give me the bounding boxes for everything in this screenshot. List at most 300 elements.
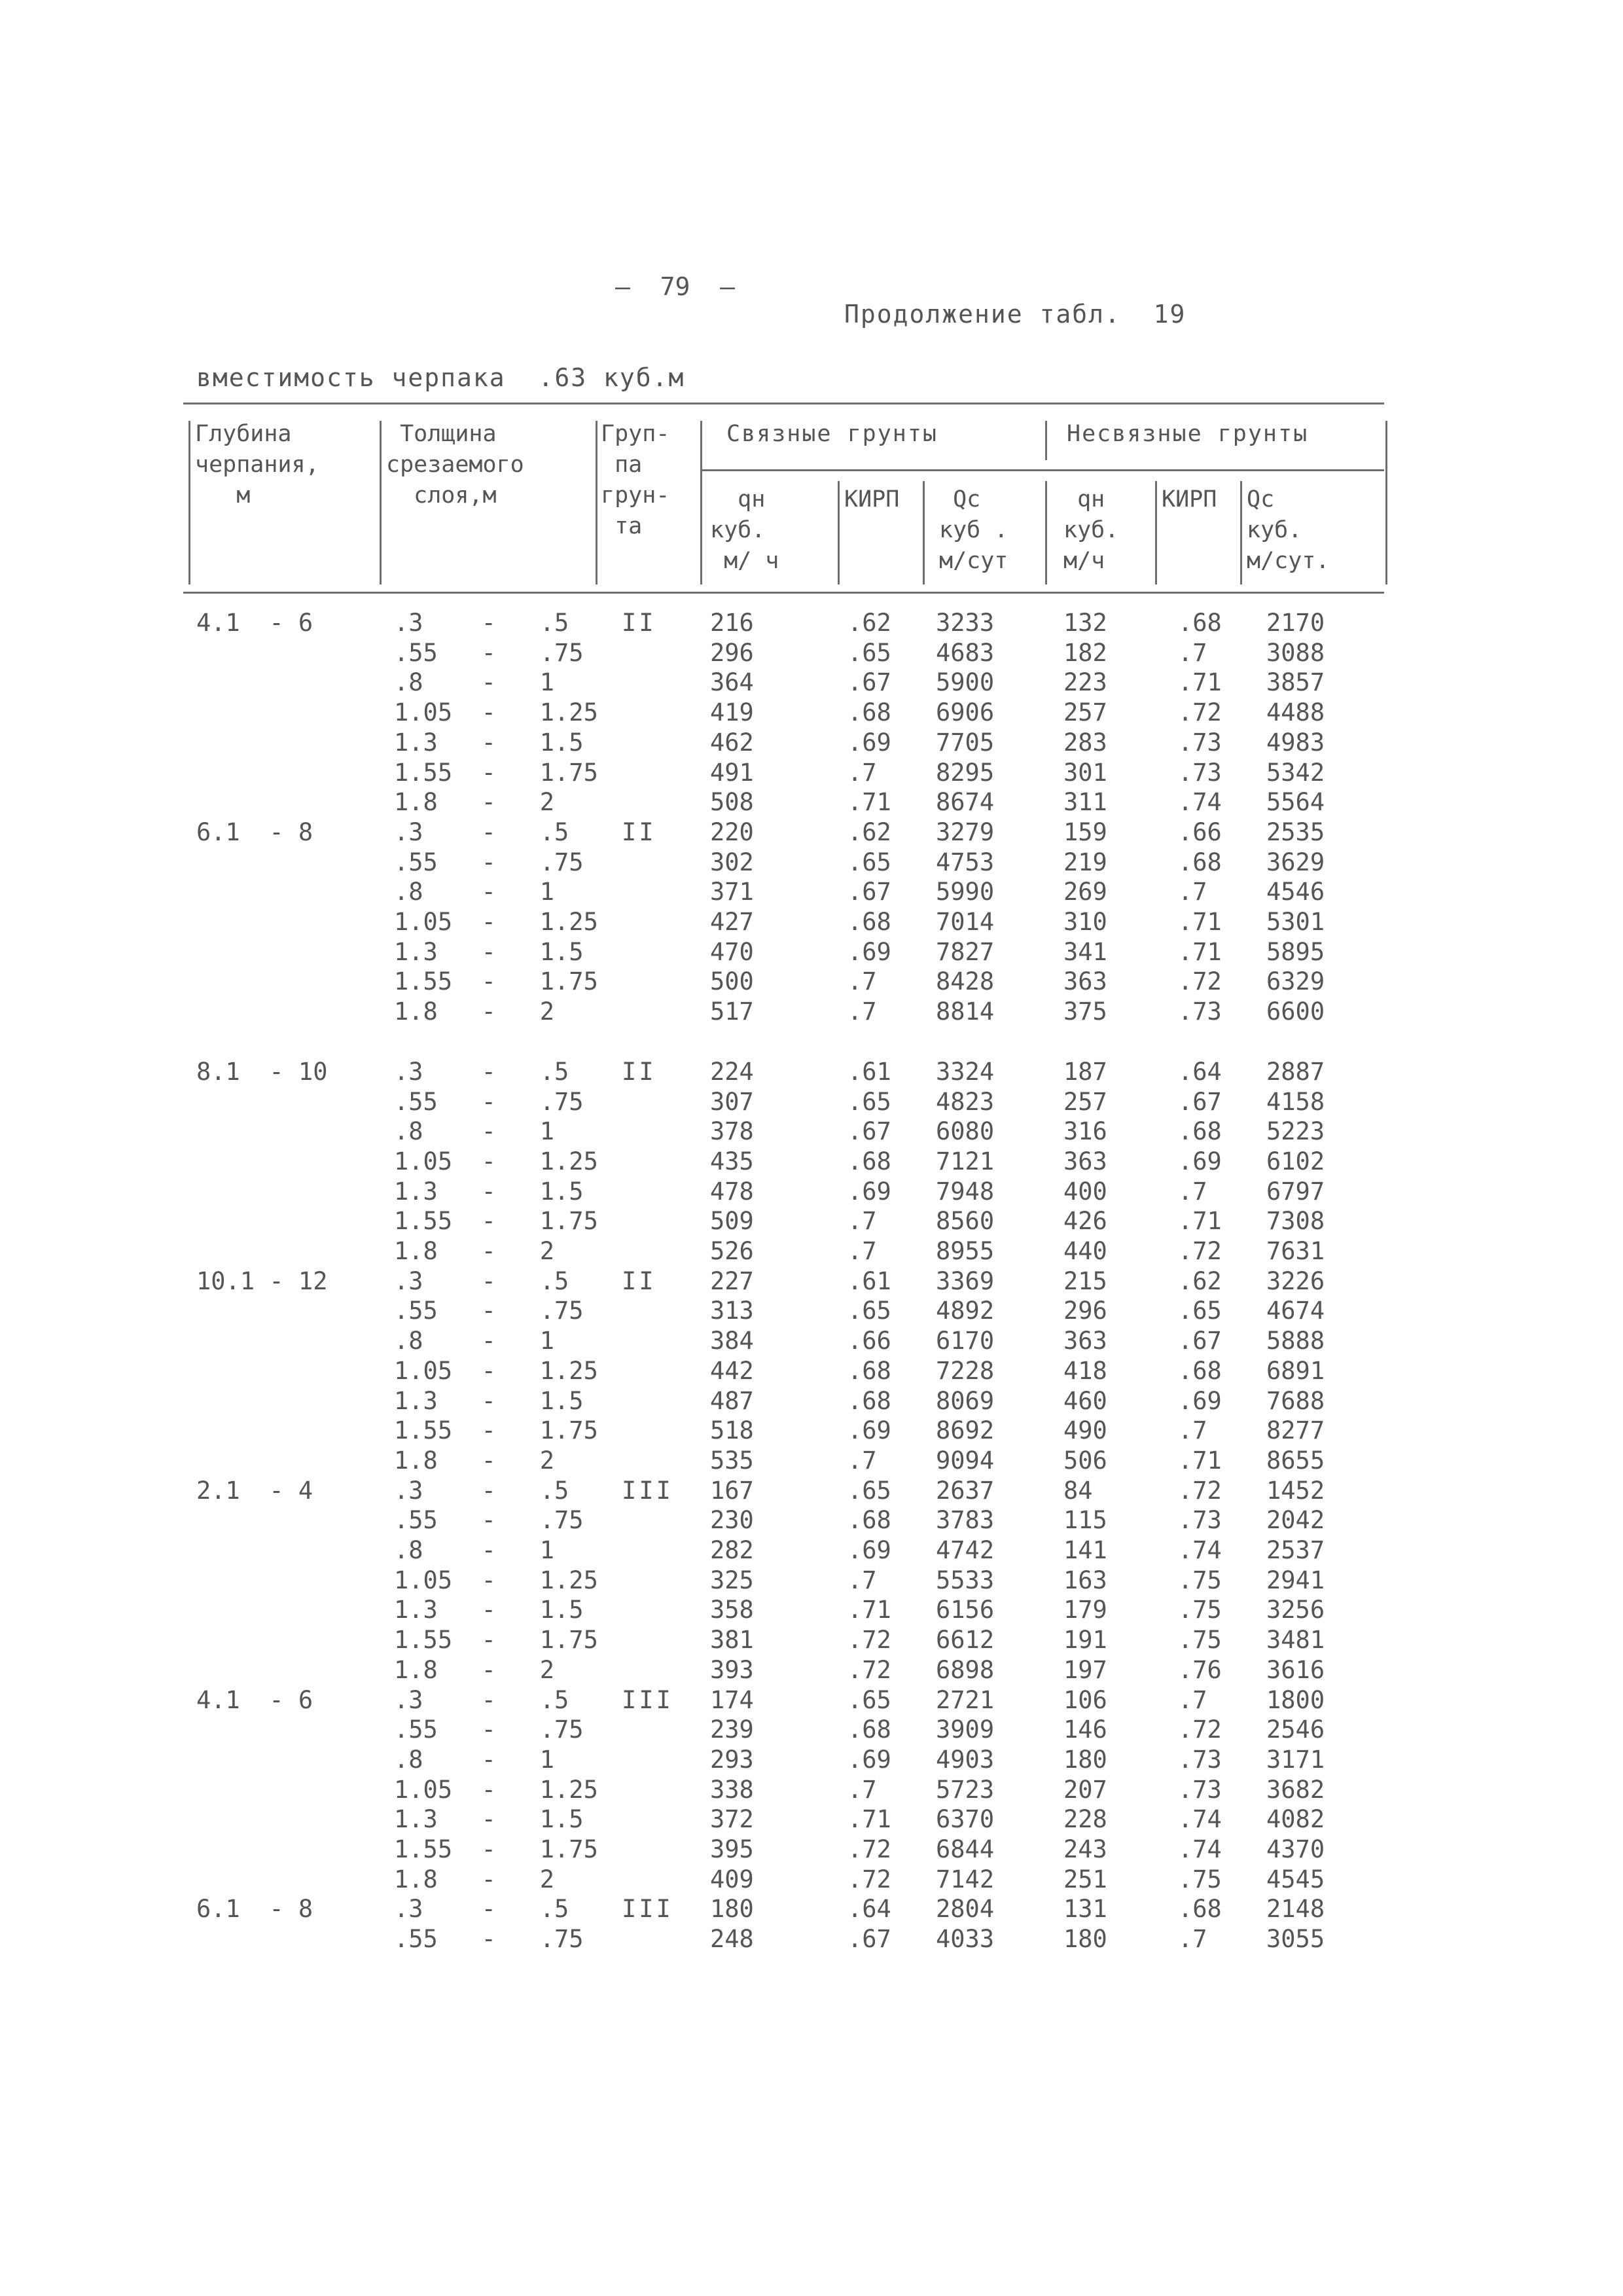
qn-noncohesive-cell: 182: [1063, 638, 1107, 667]
qn-cohesive-cell: 325: [710, 1566, 754, 1594]
kirp-noncohesive-cell: .74: [1178, 788, 1222, 817]
qn-noncohesive-cell: 301: [1063, 758, 1107, 787]
qn-cohesive-cell: 518: [710, 1416, 754, 1445]
qc-cohesive-cell: 4903: [936, 1745, 995, 1774]
qc-noncohesive-cell: 3481: [1266, 1626, 1325, 1655]
table-row: [0, 818, 1623, 848]
thickness-cell: 1.55 - 1.75: [394, 1207, 598, 1236]
thickness-cell: 1.8 - 2: [394, 788, 555, 817]
table-row: [0, 1416, 1623, 1446]
qc-cohesive-cell: 6844: [936, 1835, 995, 1863]
qc-cohesive-cell: 6898: [936, 1655, 995, 1684]
soil-group-cell: II: [622, 609, 656, 637]
table-row: [0, 1477, 1623, 1507]
kirp-noncohesive-cell: .69: [1178, 1386, 1222, 1415]
qn-cohesive-cell: 296: [710, 638, 754, 667]
qc-noncohesive-cell: 6891: [1266, 1356, 1325, 1385]
qn-cohesive-cell: 384: [710, 1327, 754, 1355]
kirp-noncohesive-cell: .69: [1178, 1147, 1222, 1175]
kirp-noncohesive-cell: .72: [1178, 1237, 1222, 1265]
thickness-cell: .55 - .75: [394, 848, 584, 876]
qn-cohesive-cell: 180: [710, 1895, 754, 1924]
qc-noncohesive-cell: 2535: [1266, 817, 1325, 846]
qn-noncohesive-cell: 506: [1063, 1446, 1107, 1475]
qc-noncohesive-cell: 5342: [1266, 758, 1325, 787]
kirp-noncohesive-cell: .71: [1178, 908, 1222, 936]
qc-noncohesive-cell: 2887: [1266, 1057, 1325, 1086]
qn-noncohesive-cell: 187: [1063, 1057, 1107, 1086]
table-row: [0, 639, 1623, 669]
table-row: [0, 1746, 1623, 1776]
soil-group-cell: II: [622, 1266, 656, 1295]
table-row: [0, 1387, 1623, 1417]
table-row: [0, 967, 1623, 997]
qn-cohesive-cell: 224: [710, 1057, 754, 1086]
qn-noncohesive-cell: 257: [1063, 1087, 1107, 1116]
depth-cell: 4.1 - 6: [196, 609, 313, 637]
table-continuation-label: Продолжение табл. 19: [844, 300, 1186, 329]
depth-cell: 6.1 - 8: [196, 1895, 313, 1924]
qc-noncohesive-cell: 2537: [1266, 1536, 1325, 1564]
kirp-cohesive-cell: .68: [847, 1147, 891, 1175]
qn-noncohesive-cell: 163: [1063, 1566, 1107, 1594]
qn-noncohesive-cell: 219: [1063, 848, 1107, 876]
qn-cohesive-cell: 282: [710, 1536, 754, 1564]
qc-cohesive-cell: 7228: [936, 1356, 995, 1385]
qc-noncohesive-cell: 4983: [1266, 728, 1325, 757]
qn-cohesive-cell: 470: [710, 937, 754, 966]
qc-noncohesive-cell: 7688: [1266, 1386, 1325, 1415]
qc-cohesive-cell: 7827: [936, 937, 995, 966]
qn-noncohesive-cell: 363: [1063, 1147, 1107, 1175]
thickness-cell: .3 - .5: [394, 817, 569, 846]
qn-noncohesive-cell: 180: [1063, 1925, 1107, 1954]
header-divider: [838, 481, 840, 584]
table-row: [0, 997, 1623, 1028]
thickness-cell: 1.55 - 1.75: [394, 758, 598, 787]
qc-cohesive-cell: 8428: [936, 967, 995, 996]
kirp-noncohesive-cell: .7: [1178, 1177, 1207, 1206]
kirp-noncohesive-cell: .72: [1178, 967, 1222, 996]
qn-cohesive-cell: 167: [710, 1476, 754, 1505]
qn-cohesive-cell: 364: [710, 668, 754, 697]
kirp-noncohesive-cell: .73: [1178, 1506, 1222, 1535]
qc-cohesive-cell: 3369: [936, 1266, 995, 1295]
qc-cohesive-cell: 7948: [936, 1177, 995, 1206]
qn-cohesive-cell: 535: [710, 1446, 754, 1475]
thickness-cell: .55 - .75: [394, 638, 584, 667]
qc-cohesive-cell: 8692: [936, 1416, 995, 1445]
table-row: [0, 1058, 1623, 1088]
thickness-cell: .3 - .5: [394, 1266, 569, 1295]
header-cohesive-soils: Связные грунты: [726, 421, 938, 447]
table-row: [0, 1715, 1623, 1746]
qc-noncohesive-cell: 5888: [1266, 1327, 1325, 1355]
qc-noncohesive-cell: 1800: [1266, 1685, 1325, 1714]
thickness-cell: 1.3 - 1.5: [394, 728, 584, 757]
header-soil-group: Груп- па грун- та: [601, 421, 670, 539]
qn-cohesive-cell: 517: [710, 997, 754, 1026]
qn-noncohesive-cell: 243: [1063, 1835, 1107, 1863]
qc-noncohesive-cell: 2546: [1266, 1715, 1325, 1744]
qn-noncohesive-cell: 316: [1063, 1117, 1107, 1146]
qn-cohesive-cell: 248: [710, 1925, 754, 1954]
thickness-cell: 1.3 - 1.5: [394, 1386, 584, 1415]
kirp-cohesive-cell: .68: [847, 1386, 891, 1415]
qn-cohesive-cell: 227: [710, 1266, 754, 1295]
kirp-cohesive-cell: .68: [847, 1715, 891, 1744]
kirp-noncohesive-cell: .73: [1178, 728, 1222, 757]
table-row: [0, 1686, 1623, 1716]
kirp-cohesive-cell: .61: [847, 1057, 891, 1086]
kirp-cohesive-cell: .7: [847, 1566, 877, 1594]
header-subgroup-rule: [700, 469, 1384, 471]
qn-noncohesive-cell: 141: [1063, 1536, 1107, 1564]
table-row: [0, 1237, 1623, 1267]
qn-noncohesive-cell: 180: [1063, 1745, 1107, 1774]
kirp-noncohesive-cell: .65: [1178, 1297, 1222, 1325]
thickness-cell: .8 - 1: [394, 1327, 555, 1355]
qn-noncohesive-cell: 207: [1063, 1775, 1107, 1804]
header-divider: [380, 421, 382, 584]
qn-noncohesive-cell: 460: [1063, 1386, 1107, 1415]
table-row: [0, 1596, 1623, 1626]
qn-noncohesive-cell: 490: [1063, 1416, 1107, 1445]
kirp-cohesive-cell: .7: [847, 997, 877, 1026]
table-row: [0, 1506, 1623, 1536]
qc-noncohesive-cell: 2148: [1266, 1895, 1325, 1924]
qc-cohesive-cell: 7142: [936, 1865, 995, 1893]
qn-cohesive-cell: 462: [710, 728, 754, 757]
thickness-cell: 1.05 - 1.25: [394, 698, 598, 727]
qn-noncohesive-cell: 228: [1063, 1805, 1107, 1834]
soil-group-cell: II: [622, 817, 656, 846]
qn-noncohesive-cell: 363: [1063, 1327, 1107, 1355]
kirp-noncohesive-cell: .72: [1178, 698, 1222, 727]
thickness-cell: .55 - .75: [394, 1297, 584, 1325]
qn-cohesive-cell: 378: [710, 1117, 754, 1146]
depth-cell: 6.1 - 8: [196, 817, 313, 846]
table-row: [0, 1566, 1623, 1596]
header-divider: [1045, 481, 1047, 584]
kirp-noncohesive-cell: .7: [1178, 878, 1207, 906]
header-noncohesive-soils: Несвязные грунты: [1067, 421, 1309, 447]
qn-noncohesive-cell: 310: [1063, 908, 1107, 936]
qc-noncohesive-cell: 2170: [1266, 609, 1325, 637]
qn-noncohesive-cell: 215: [1063, 1266, 1107, 1295]
thickness-cell: .8 - 1: [394, 1536, 555, 1564]
qn-noncohesive-cell: 296: [1063, 1297, 1107, 1325]
thickness-cell: 1.3 - 1.5: [394, 1177, 584, 1206]
qn-noncohesive-cell: 146: [1063, 1715, 1107, 1744]
qn-cohesive-cell: 393: [710, 1655, 754, 1684]
table-row: [0, 1835, 1623, 1865]
qn-cohesive-cell: 395: [710, 1835, 754, 1863]
header-divider: [923, 481, 925, 584]
kirp-cohesive-cell: .69: [847, 1745, 891, 1774]
thickness-cell: 1.05 - 1.25: [394, 1147, 598, 1175]
qc-cohesive-cell: 4753: [936, 848, 995, 876]
header-qc-cohesive: Qс куб . м/сут: [939, 486, 1008, 574]
table-row: [0, 1327, 1623, 1357]
kirp-noncohesive-cell: .67: [1178, 1327, 1222, 1355]
qc-noncohesive-cell: 6600: [1266, 997, 1325, 1026]
soil-group-cell: III: [622, 1476, 673, 1505]
kirp-cohesive-cell: .62: [847, 609, 891, 637]
kirp-cohesive-cell: .68: [847, 908, 891, 936]
soil-group-cell: II: [622, 1057, 656, 1086]
kirp-cohesive-cell: .72: [847, 1626, 891, 1655]
table-row: [0, 908, 1623, 938]
qn-noncohesive-cell: 197: [1063, 1655, 1107, 1684]
qn-cohesive-cell: 220: [710, 817, 754, 846]
thickness-cell: .55 - .75: [394, 1715, 584, 1744]
header-divider: [596, 421, 597, 584]
kirp-noncohesive-cell: .75: [1178, 1626, 1222, 1655]
thickness-cell: .3 - .5: [394, 1057, 569, 1086]
qn-noncohesive-cell: 84: [1063, 1476, 1093, 1505]
qn-cohesive-cell: 338: [710, 1775, 754, 1804]
thickness-cell: 1.55 - 1.75: [394, 1416, 598, 1445]
qc-cohesive-cell: 7014: [936, 908, 995, 936]
table-row: [0, 878, 1623, 908]
qc-noncohesive-cell: 4546: [1266, 878, 1325, 906]
qc-cohesive-cell: 8814: [936, 997, 995, 1026]
kirp-noncohesive-cell: .68: [1178, 1895, 1222, 1924]
qc-cohesive-cell: 6612: [936, 1626, 995, 1655]
qn-cohesive-cell: 307: [710, 1087, 754, 1116]
kirp-cohesive-cell: .7: [847, 1775, 877, 1804]
thickness-cell: 1.8 - 2: [394, 1446, 555, 1475]
kirp-cohesive-cell: .71: [847, 788, 891, 817]
qc-cohesive-cell: 6170: [936, 1327, 995, 1355]
qc-noncohesive-cell: 7631: [1266, 1237, 1325, 1265]
qc-cohesive-cell: 7121: [936, 1147, 995, 1175]
kirp-cohesive-cell: .61: [847, 1266, 891, 1295]
thickness-cell: 1.8 - 2: [394, 1655, 555, 1684]
qc-noncohesive-cell: 6797: [1266, 1177, 1325, 1206]
table-row: [0, 1357, 1623, 1387]
qc-noncohesive-cell: 5564: [1266, 788, 1325, 817]
qn-cohesive-cell: 230: [710, 1506, 754, 1535]
qn-noncohesive-cell: 311: [1063, 788, 1107, 817]
header-top-rule: [183, 403, 1384, 404]
depth-cell: 4.1 - 6: [196, 1685, 313, 1714]
header-divider: [700, 421, 702, 584]
qn-cohesive-cell: 409: [710, 1865, 754, 1893]
qc-noncohesive-cell: 3256: [1266, 1596, 1325, 1624]
qc-cohesive-cell: 5900: [936, 668, 995, 697]
table-header: [183, 403, 1384, 596]
soil-group-cell: III: [622, 1895, 673, 1924]
kirp-noncohesive-cell: .64: [1178, 1057, 1222, 1086]
thickness-cell: .3 - .5: [394, 609, 569, 637]
table-row: [0, 1626, 1623, 1656]
header-divider: [1045, 421, 1047, 460]
thickness-cell: .8 - 1: [394, 1745, 555, 1774]
kirp-cohesive-cell: .65: [847, 848, 891, 876]
qc-cohesive-cell: 8674: [936, 788, 995, 817]
qc-noncohesive-cell: 4082: [1266, 1805, 1325, 1834]
qc-noncohesive-cell: 3171: [1266, 1745, 1325, 1774]
kirp-noncohesive-cell: .75: [1178, 1596, 1222, 1624]
qc-noncohesive-cell: 4158: [1266, 1087, 1325, 1116]
qc-cohesive-cell: 6906: [936, 698, 995, 727]
kirp-noncohesive-cell: .73: [1178, 1775, 1222, 1804]
thickness-cell: 1.8 - 2: [394, 1237, 555, 1265]
qc-cohesive-cell: 2637: [936, 1476, 995, 1505]
thickness-cell: 1.55 - 1.75: [394, 1626, 598, 1655]
qc-noncohesive-cell: 5895: [1266, 937, 1325, 966]
thickness-cell: .3 - .5: [394, 1476, 569, 1505]
table-row: [0, 1656, 1623, 1686]
qn-noncohesive-cell: 341: [1063, 937, 1107, 966]
qc-cohesive-cell: 3909: [936, 1715, 995, 1744]
qc-cohesive-cell: 8069: [936, 1386, 995, 1415]
qc-cohesive-cell: 4823: [936, 1087, 995, 1116]
kirp-noncohesive-cell: .74: [1178, 1835, 1222, 1863]
depth-cell: 8.1 - 10: [196, 1057, 328, 1086]
depth-cell: 10.1 - 12: [196, 1266, 328, 1295]
qn-cohesive-cell: 174: [710, 1685, 754, 1714]
table-row: [0, 1536, 1623, 1566]
kirp-cohesive-cell: .69: [847, 937, 891, 966]
qn-noncohesive-cell: 418: [1063, 1356, 1107, 1385]
thickness-cell: 1.8 - 2: [394, 1865, 555, 1893]
qc-cohesive-cell: 3783: [936, 1506, 995, 1535]
qc-cohesive-cell: 8295: [936, 758, 995, 787]
qn-noncohesive-cell: 223: [1063, 668, 1107, 697]
qn-cohesive-cell: 491: [710, 758, 754, 787]
kirp-cohesive-cell: .67: [847, 1117, 891, 1146]
thickness-cell: 1.05 - 1.25: [394, 1775, 598, 1804]
qn-noncohesive-cell: 283: [1063, 728, 1107, 757]
kirp-cohesive-cell: .62: [847, 817, 891, 846]
kirp-noncohesive-cell: .73: [1178, 758, 1222, 787]
thickness-cell: .8 - 1: [394, 878, 555, 906]
kirp-cohesive-cell: .67: [847, 878, 891, 906]
qc-cohesive-cell: 2721: [936, 1685, 995, 1714]
qc-cohesive-cell: 6080: [936, 1117, 995, 1146]
thickness-cell: 1.55 - 1.75: [394, 967, 598, 996]
qc-noncohesive-cell: 4370: [1266, 1835, 1325, 1863]
kirp-noncohesive-cell: .7: [1178, 1925, 1207, 1954]
header-qc-noncohesive: Qс куб. м/сут.: [1247, 486, 1330, 574]
table-row: [0, 848, 1623, 878]
table-row: [0, 1805, 1623, 1835]
kirp-cohesive-cell: .65: [847, 638, 891, 667]
table-row: [0, 759, 1623, 789]
kirp-noncohesive-cell: .73: [1178, 1745, 1222, 1774]
qn-cohesive-cell: 526: [710, 1237, 754, 1265]
qc-cohesive-cell: 8955: [936, 1237, 995, 1265]
thickness-cell: .3 - .5: [394, 1685, 569, 1714]
qc-noncohesive-cell: 4674: [1266, 1297, 1325, 1325]
qc-noncohesive-cell: 1452: [1266, 1476, 1325, 1505]
qc-cohesive-cell: 3233: [936, 609, 995, 637]
qn-cohesive-cell: 427: [710, 908, 754, 936]
table-row: [0, 1865, 1623, 1895]
header-divider: [188, 421, 190, 584]
qn-noncohesive-cell: 375: [1063, 997, 1107, 1026]
table-row: [0, 728, 1623, 759]
qn-cohesive-cell: 371: [710, 878, 754, 906]
qn-noncohesive-cell: 159: [1063, 817, 1107, 846]
kirp-cohesive-cell: .67: [847, 668, 891, 697]
kirp-cohesive-cell: .67: [847, 1925, 891, 1954]
qn-cohesive-cell: 509: [710, 1207, 754, 1236]
qn-noncohesive-cell: 106: [1063, 1685, 1107, 1714]
kirp-cohesive-cell: .72: [847, 1865, 891, 1893]
table-row: [0, 698, 1623, 728]
kirp-cohesive-cell: .72: [847, 1835, 891, 1863]
table-row: [0, 788, 1623, 818]
kirp-noncohesive-cell: .71: [1178, 1207, 1222, 1236]
header-kirp-cohesive: КИРП: [844, 486, 900, 512]
thickness-cell: 1.05 - 1.25: [394, 908, 598, 936]
thickness-cell: 1.3 - 1.5: [394, 1596, 584, 1624]
table-row: [0, 609, 1623, 639]
thickness-cell: 1.05 - 1.25: [394, 1356, 598, 1385]
qc-noncohesive-cell: 3629: [1266, 848, 1325, 876]
qc-cohesive-cell: 5723: [936, 1775, 995, 1804]
qc-noncohesive-cell: 3226: [1266, 1266, 1325, 1295]
qc-noncohesive-cell: 6102: [1266, 1147, 1325, 1175]
qn-cohesive-cell: 478: [710, 1177, 754, 1206]
kirp-noncohesive-cell: .71: [1178, 668, 1222, 697]
kirp-noncohesive-cell: .71: [1178, 1446, 1222, 1475]
header-bottom-rule: [183, 592, 1384, 594]
qn-noncohesive-cell: 269: [1063, 878, 1107, 906]
header-divider: [1385, 421, 1387, 584]
thickness-cell: 1.05 - 1.25: [394, 1566, 598, 1594]
qc-noncohesive-cell: 3055: [1266, 1925, 1325, 1954]
qn-cohesive-cell: 442: [710, 1356, 754, 1385]
kirp-cohesive-cell: .72: [847, 1655, 891, 1684]
qc-cohesive-cell: 3279: [936, 817, 995, 846]
thickness-cell: .55 - .75: [394, 1925, 584, 1954]
kirp-cohesive-cell: .68: [847, 1356, 891, 1385]
qc-cohesive-cell: 6156: [936, 1596, 995, 1624]
table-row: [0, 1267, 1623, 1297]
qn-noncohesive-cell: 363: [1063, 967, 1107, 996]
qc-cohesive-cell: 4683: [936, 638, 995, 667]
qn-noncohesive-cell: 132: [1063, 609, 1107, 637]
soil-group-cell: III: [622, 1685, 673, 1714]
depth-cell: 2.1 - 4: [196, 1476, 313, 1505]
kirp-cohesive-cell: .71: [847, 1596, 891, 1624]
kirp-noncohesive-cell: .66: [1178, 817, 1222, 846]
qc-cohesive-cell: 2804: [936, 1895, 995, 1924]
thickness-cell: 1.8 - 2: [394, 997, 555, 1026]
kirp-cohesive-cell: .69: [847, 1416, 891, 1445]
kirp-cohesive-cell: .68: [847, 1506, 891, 1535]
kirp-cohesive-cell: .7: [847, 967, 877, 996]
kirp-cohesive-cell: .65: [847, 1087, 891, 1116]
qn-cohesive-cell: 500: [710, 967, 754, 996]
table-row: [0, 1088, 1623, 1118]
thickness-cell: .8 - 1: [394, 668, 555, 697]
table-row: [0, 1925, 1623, 1955]
qn-noncohesive-cell: 191: [1063, 1626, 1107, 1655]
kirp-cohesive-cell: .69: [847, 728, 891, 757]
kirp-noncohesive-cell: .7: [1178, 1685, 1207, 1714]
qn-cohesive-cell: 487: [710, 1386, 754, 1415]
table-row: [0, 1117, 1623, 1147]
qc-cohesive-cell: 7705: [936, 728, 995, 757]
kirp-cohesive-cell: .7: [847, 1207, 877, 1236]
qn-noncohesive-cell: 257: [1063, 698, 1107, 727]
